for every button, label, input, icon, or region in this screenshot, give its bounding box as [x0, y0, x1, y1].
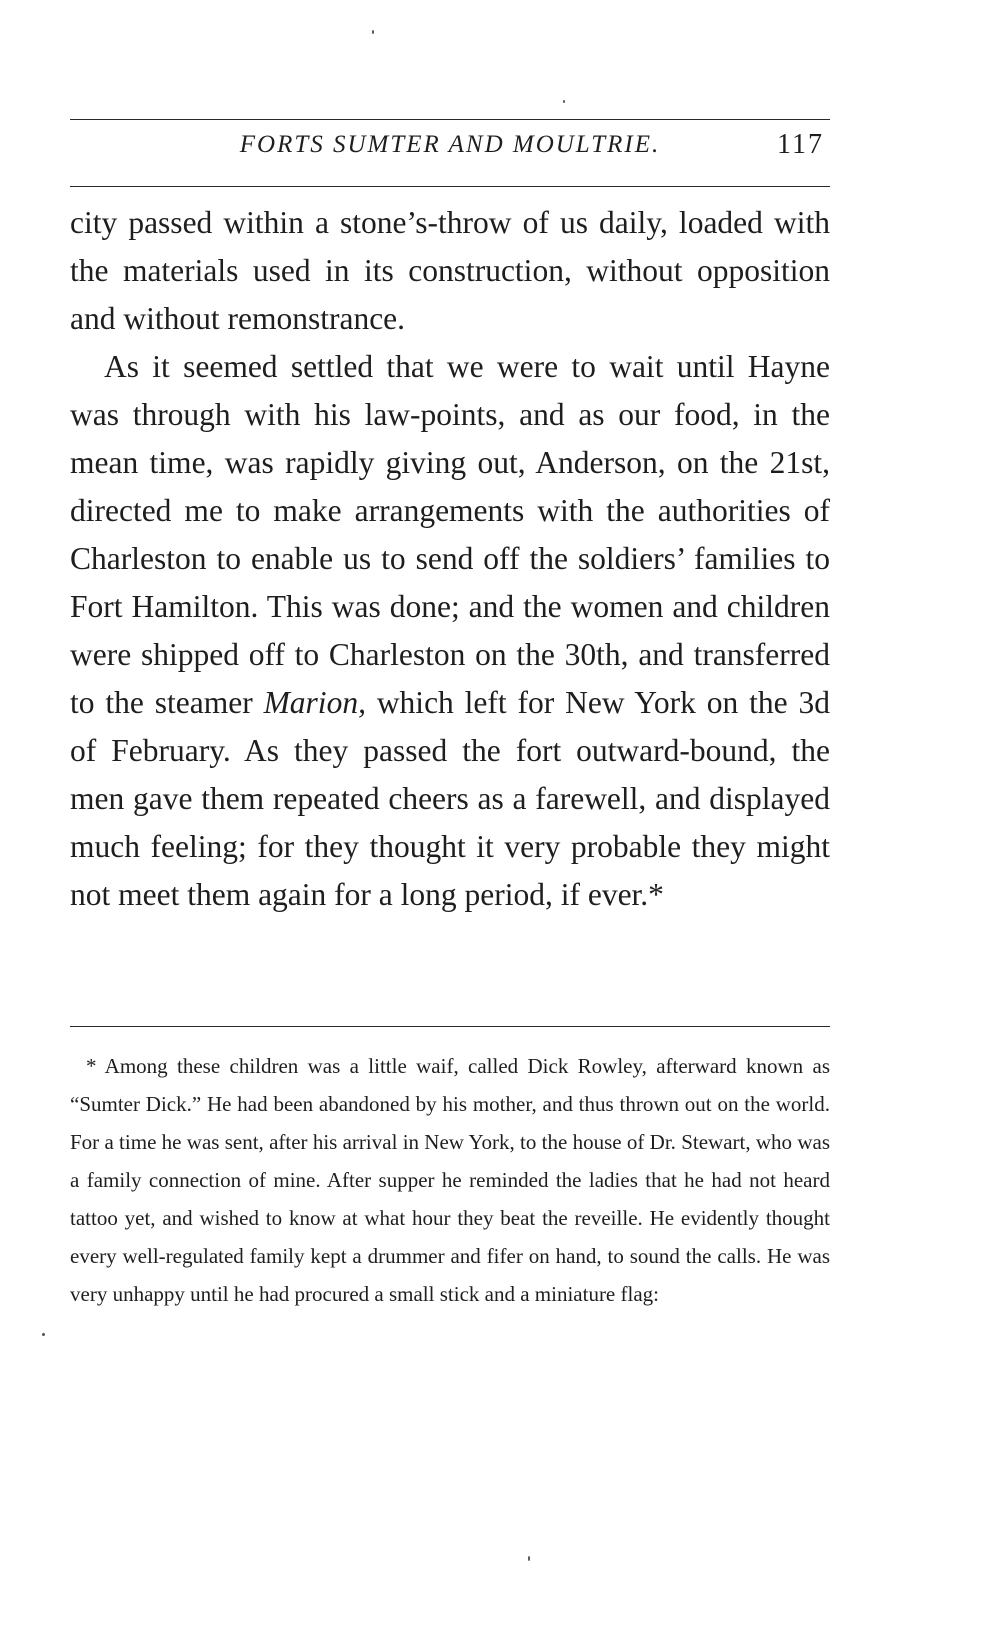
ship-name: Marion,: [263, 685, 366, 720]
top-rule: [70, 119, 830, 120]
footnote: * Among these children was a little waif, called Dick Rowley, afterward known as “Sumter Dick.” He had been abandoned by his mother, and thus thrown out on the world. For a time he was sent, after his arrival in New York, to the house of Dr. Stewart, who was a family connection of mine. After supper he reminded the ladies that he had not heard tattoo yet, and wished to know at what hour they beat the reveille. He evidently thought every well-regulated family kept a drummer and fifer on hand, to sound the calls. He was very unhappy until he had procured a small stick and a miniature flag:: [70, 1054, 830, 1306]
page-header: [70, 131, 830, 171]
footnote-rule: [70, 1026, 830, 1027]
main-text: [70, 199, 830, 919]
paper-speck: [372, 30, 374, 34]
paragraph-2-part-2: which left for New York on the 3d of February. As they passed the fort outward-bound, the men gave them repeated cheers as a farewell, and displayed much feeling; for they thought it very probable they might not meet them again for a long period, if ever.*: [70, 685, 830, 912]
paper-speck: [563, 100, 565, 103]
page-number: 117: [777, 129, 824, 160]
paragraph-1: city passed within a stone’s-throw of us daily, loaded with the materials used in its construction, without opposition and without remonstrance.: [70, 205, 830, 336]
paper-speck: [528, 1556, 530, 1561]
running-title: FORTS SUMTER AND MOULTRIE.: [239, 131, 661, 158]
paragraph-2: [70, 343, 830, 919]
paper-speck: [42, 1333, 45, 1336]
paragraph-2-part-1: As it seemed settled that we were to wait until Hayne was through with his law-points, and as our food, in the mean time, was rapidly giving out, Anderson, on the 21st, directed me to make arrangements with the authorities of Charleston to enable us to send off the soldiers’ families to Fort Hamilton. This was done; and the women and children were shipped off to Charleston on the 30th, and transferred to the steamer: [70, 349, 830, 720]
header-rule: [70, 186, 830, 187]
